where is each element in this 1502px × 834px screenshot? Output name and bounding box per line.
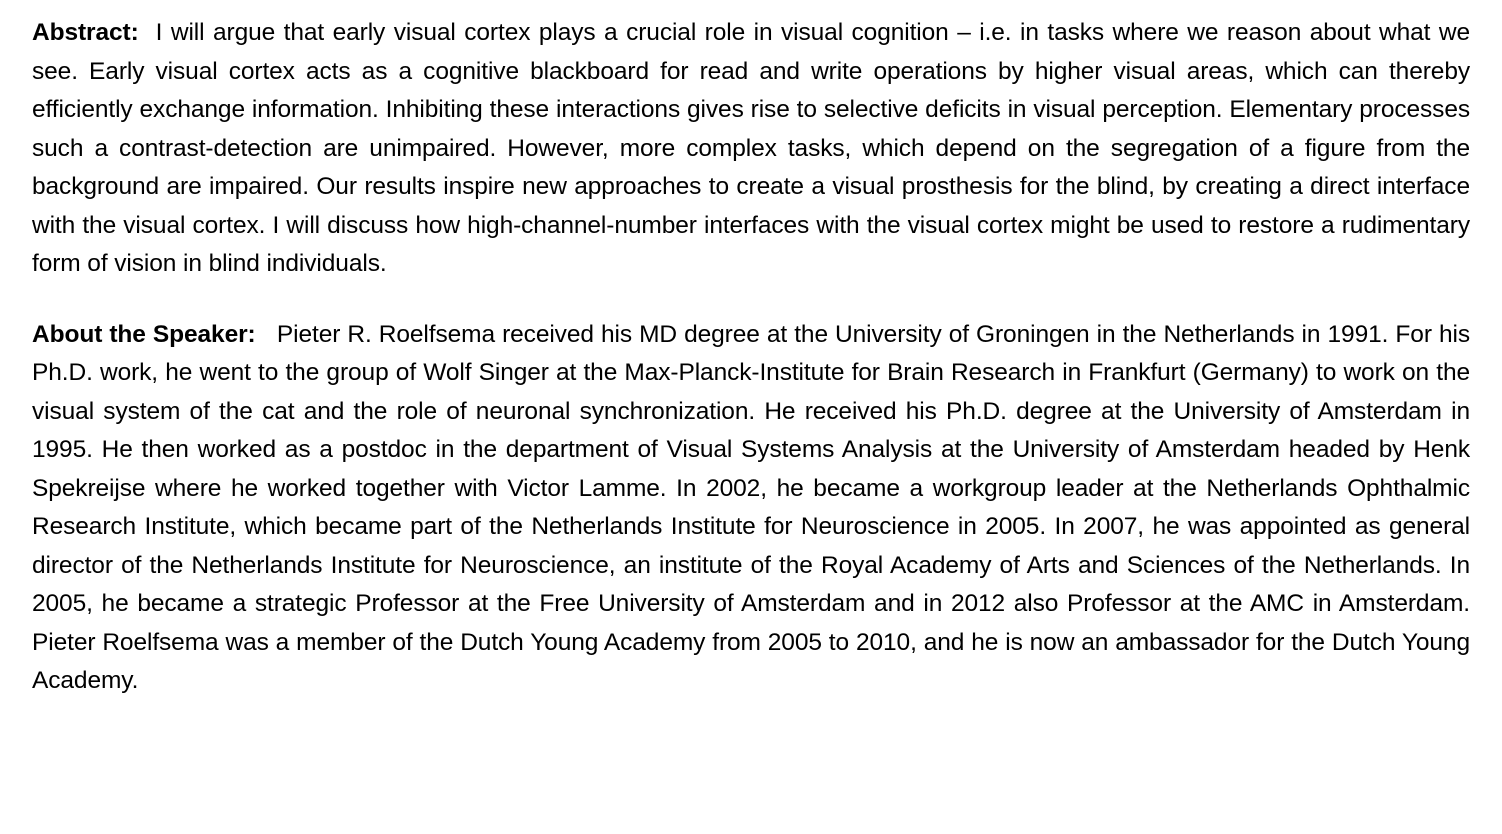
about-the-speaker-paragraph <box>32 316 1470 701</box>
about-the-speaker-body-text: Pieter R. Roelfsema received his MD degree at the University of Groningen in the Netherlands in 1991. For his Ph.D. work, he went to the group of Wolf Singer at the Max-Planck-Institute for Brain Research in Frankfurt (Germany) to work on the visual system of the cat and the role of neuronal synchronization. He received his Ph.D. degree at the University of Amsterdam in 1995. He then worked as a postdoc in the department of Visual Systems Analysis at the University of Amsterdam headed by Henk Spekreijse where he worked together with Victor Lamme. In 2002, he became a workgroup leader at the Netherlands Ophthalmic Research Institute, which became part of the Netherlands Institute for Neuroscience in 2005. In 2007, he was appointed as general director of the Netherlands Institute for Neuroscience, an institute of the Royal Academy of Arts and Sciences of the Netherlands. In 2005, he became a strategic Professor at the Free University of Amsterdam and in 2012 also Professor at the AMC in Amsterdam. Pieter Roelfsema was a member of the Dutch Young Academy from 2005 to 2010, and he is now an ambassador for the Dutch Young Academy. <box>32 320 1470 694</box>
abstract-body-text: I will argue that early visual cortex plays a crucial role in visual cognition – i.e. in tasks where we reason about what we see. Early visual cortex acts as a cognitive blackboard for read and write operations by higher visual areas, which can thereby efficiently exchange information. Inhibiting these interactions gives rise to selective deficits in visual perception. Elementary processes such a contrast-detection are unimpaired. However, more complex tasks, which depend on the segregation of a figure from the background are impaired. Our results inspire new approaches to create a visual prosthesis for the blind, by creating a direct interface with the visual cortex. I will discuss how high-channel-number interfaces with the visual cortex might be used to restore a rudimentary form of vision in blind individuals. <box>32 19 1470 277</box>
abstract-heading-label: Abstract: <box>32 19 139 46</box>
about-the-speaker-heading-label: About the Speaker: <box>32 320 256 348</box>
abstract-paragraph <box>32 14 1470 284</box>
